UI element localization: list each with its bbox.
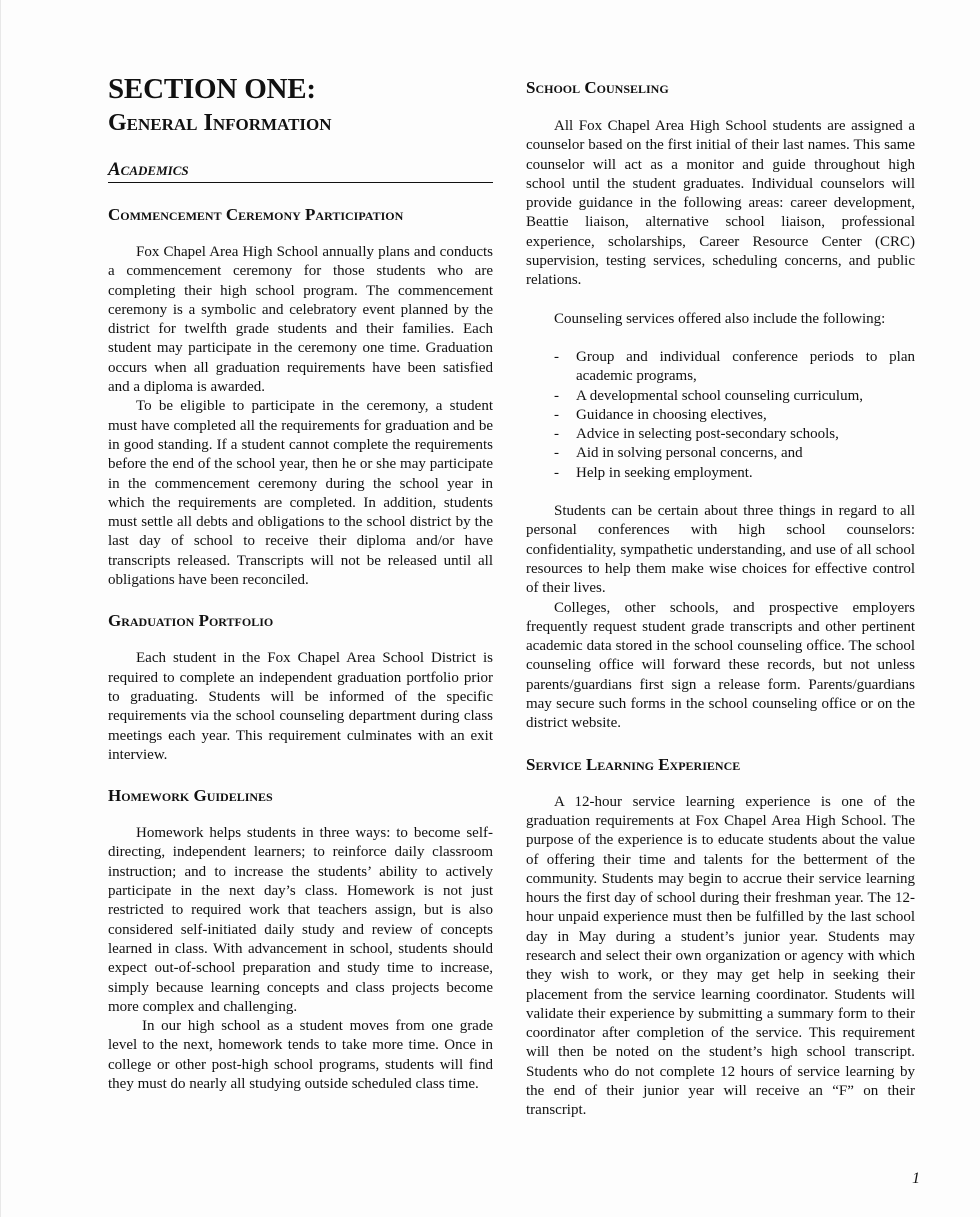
page-number: 1 xyxy=(912,1170,920,1187)
list-item xyxy=(526,406,915,425)
commencement-paragraph-1: Fox Chapel Area High School annually plans and conducts a commencement ceremony for those students who are completing their high school program. The commencement ceremony is a symbolic and celebratory event planned by the district for twelfth grade students and their families. Each student may participate in the ceremony one time. Graduation occurs when all graduation requirements have been satisfied and a diploma is awarded. xyxy=(108,244,493,396)
dash-marker: - xyxy=(554,426,559,443)
counseling-paragraph-2: Counseling services offered also include the following: xyxy=(554,310,886,327)
homework-paragraph-2: In our high school as a student moves from one grade level to the next, homework tends to take more time. Once in college or other post-high school programs, students will find they must do nearly all studying outside scheduled class time. xyxy=(108,1018,493,1092)
list-item-text: Advice in selecting post-secondary schools, xyxy=(576,426,839,443)
counseling-paragraph-4: Colleges, other schools, and prospective employers frequently request student grade transcripts and other pertinent academic data stored in the school counseling office. The school counseling office will forward these records, but not unless parents/guardians first sign a release form. Parents/guardians may secure such forms in the school counseling office or on the district website. xyxy=(526,599,915,732)
homework-heading: Homework Guidelines xyxy=(108,786,273,806)
academics-heading: Academics xyxy=(108,159,493,183)
service-learning-paragraph: A 12-hour service learning experience is one of the graduation requirements at Fox Chapel Area High School. The purpose of the experience is to educate students about the value of offering their time and talents for the betterment of the community. Students may begin to accrue their service learning hours the first day of school during their freshman year. The 12-hour unpaid experience must then be fulfilled by the last school day in May during a student’s junior year. Students may research and select their own organization or agency with which they wish to work, or they may get help in seeking their placement from the service learning coordinator. Students will validate their experience by submitting a summary form to their coordinator after completion of the service. This requirement will then be noted on the student’s high school transcript. Students who do not complete 12 hours of service learning by the end of their junior year will receive an “F” on their transcript. xyxy=(526,793,915,1119)
list-item-text: Help in seeking employment. xyxy=(576,464,753,481)
list-item xyxy=(526,425,915,444)
counseling-paragraph-1: All Fox Chapel Area High School students are assigned a counselor based on the first initial of their last names. This same counselor will act as a monitor and guide throughout high school until the student graduates. Individual counselors will provide guidance in the following areas: career development, Beattie liaison, alternative school liaison, professional experience, scholarships, Career Resource Center (CRC) supervision, testing services, scheduling concerns, and public relations. xyxy=(526,118,915,289)
list-item-text: A developmental school counseling curriculum, xyxy=(576,387,864,404)
section-subtitle: General Information xyxy=(108,110,332,136)
list-item xyxy=(526,348,915,387)
list-item xyxy=(526,464,915,483)
homework-paragraph-1: Homework helps students in three ways: to become self-directing, independent learners; to reinforce daily classroom instruction; and to increase the students’ ability to actively participate in the next day’s class. Homework is not just restricted to required work that teachers assign, but is also considered self-initiated daily study and review of concepts learned in class. With advancement in school, students should expect out-of-school preparation and study time to increase, simply because learning concepts and class projects become more complex and challenging. xyxy=(108,825,493,1015)
list-item xyxy=(526,387,915,406)
list-item-text: Guidance in choosing electives, xyxy=(576,406,767,423)
portfolio-heading: Graduation Portfolio xyxy=(108,611,274,631)
dash-marker: - xyxy=(554,445,559,462)
service-learning-heading: Service Learning Experience xyxy=(526,754,741,774)
right-column xyxy=(526,78,915,1121)
commencement-paragraph-2: To be eligible to participate in the ceremony, a student must have completed all the requirements for graduation and be in good standing. If a student cannot complete the requirements before the end of the school year, then he or she may participate in the commencement ceremony during the school year in which the requirements are completed. In addition, students must settle all debts and obligations to the school district by the last day of school to receive their diploma and/or have transcripts released. Transcripts will not be released until all obligations have been reconciled. xyxy=(108,398,493,589)
list-item-text: Aid in solving personal concerns, and xyxy=(576,445,803,462)
counseling-heading: School Counseling xyxy=(526,78,669,97)
dash-marker: - xyxy=(554,406,559,423)
portfolio-paragraph: Each student in the Fox Chapel Area School District is required to complete an independent graduation portfolio prior to graduating. Students will be informed of the specific requirements via the school counseling department during class meetings each year. This requirement culminates with an exit interview. xyxy=(108,650,493,763)
dash-marker: - xyxy=(554,387,559,404)
commencement-heading: Commencement Ceremony Participation xyxy=(108,205,404,224)
list-item-text: Group and individual conference periods to plan academic programs, xyxy=(576,348,915,385)
counseling-services-list xyxy=(526,348,915,483)
dash-marker: - xyxy=(554,348,559,365)
counseling-paragraph-3: Students can be certain about three things in regard to all personal conferences with high school counselors: confidentiality, sympathetic understanding, and use of all school resources to help them make wise choices for effective control of their lives. xyxy=(526,503,915,597)
section-title: SECTION ONE: xyxy=(108,73,316,105)
dash-marker: - xyxy=(554,464,559,481)
list-item xyxy=(526,444,915,463)
left-column xyxy=(108,74,493,1094)
